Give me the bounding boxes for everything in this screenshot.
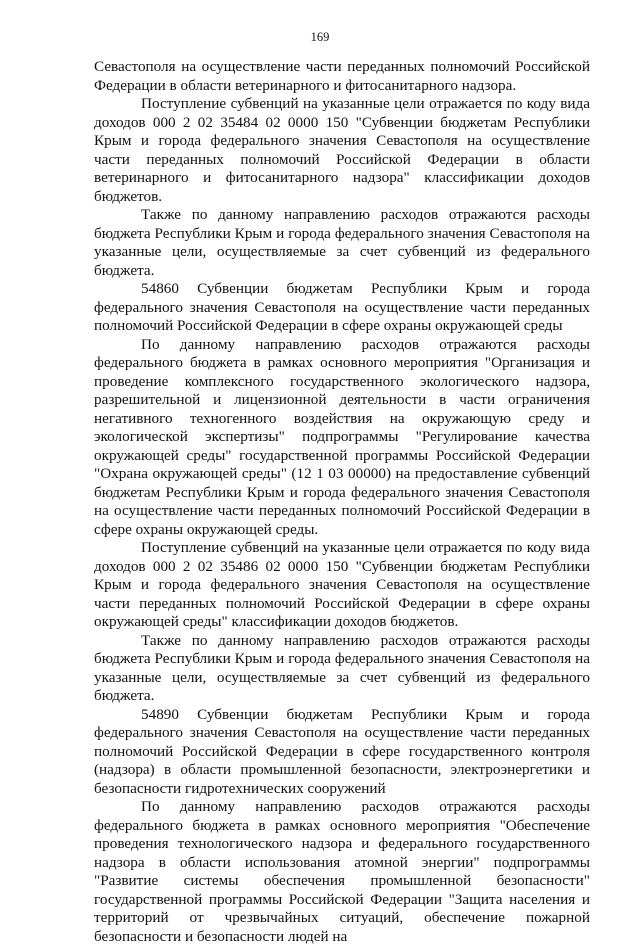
- page-body: [94, 58, 590, 946]
- paragraph-1: Севастополя на осуществление части переданных полномочий Российской Федерации в области ветеринарного и фитосанитарного надзора.: [94, 58, 590, 94]
- paragraph-3: Также по данному направлению расходов отражаются расходы бюджета Республики Крым и города федерального значения Севастополя на указанные цели, осуществляемые за счет субвенций из федерального бюджета.: [94, 206, 590, 279]
- paragraph-2: Поступление субвенций на указанные цели отражается по коду вида доходов 000 2 02 35484 02 0000 150 "Субвенции бюджетам Республики Крым и города федерального значения Севастополя на осуществление части переданных полномочий Российской Федерации в области ветеринарного и фитосанитарного надзора" классификации доходов бюджетов.: [94, 95, 590, 205]
- paragraph-6: Поступление субвенций на указанные цели отражается по коду вида доходов 000 2 02 35486 02 0000 150 "Субвенции бюджетам Республики Крым и города федерального значения Севастополя на осуществление части переданных полномочий Российской Федерации в сфере охраны окружающей среды" классификации доходов бюджетов.: [94, 539, 590, 630]
- paragraph-7: Также по данному направлению расходов отражаются расходы бюджета Республики Крым и города федерального значения Севастополя на указанные цели, осуществляемые за счет субвенций из федерального бюджета.: [94, 631, 590, 704]
- section-heading-54890: 54890 Субвенции бюджетам Республики Крым и города федерального значения Севастополя на осуществление части переданных полномочий Российской Федерации в сфере государственного контроля (надзора) в области промышленной безопасности, электроэнергетики и безопасности гидротехнических сооружений: [94, 705, 590, 797]
- page-number: 169: [310, 30, 330, 44]
- section-heading-54860: 54860 Субвенции бюджетам Республики Крым и города федерального значения Севастополя на осуществление части переданных полномочий Российской Федерации в сфере охраны окружающей среды: [94, 280, 590, 334]
- paragraph-9: По данному направлению расходов отражаются расходы федерального бюджета в рамках основного мероприятия "Обеспечение проведения технологического надзора и федерального государственного надзора в области использования атомной энергии" подпрограммы "Развитие системы обеспечения промышленной безопасности" государственной программы Российской Федерации "Защита населения и территорий от чрезвычайных ситуаций, обеспечение пожарной безопасности и безопасности людей на: [94, 798, 590, 945]
- paragraph-5: По данному направлению расходов отражаются расходы федерального бюджета в рамках основного мероприятия "Организация и проведение комплексного государственного экологического надзора, разрешительной и лицензионной деятельности в части ограничения негативного техногенного воздействия на окружающую среду и экологической экспертизы" подпрограммы "Регулирование качества окружающей среды" государственной программы Российской Федерации "Охрана окружающей среды" (12 1 03 00000) на предоставление субвенций бюджетам Республики Крым и города федерального значения Севастополя на осуществление части переданных полномочий Российской Федерации в сфере охраны окружающей среды.: [94, 335, 590, 538]
